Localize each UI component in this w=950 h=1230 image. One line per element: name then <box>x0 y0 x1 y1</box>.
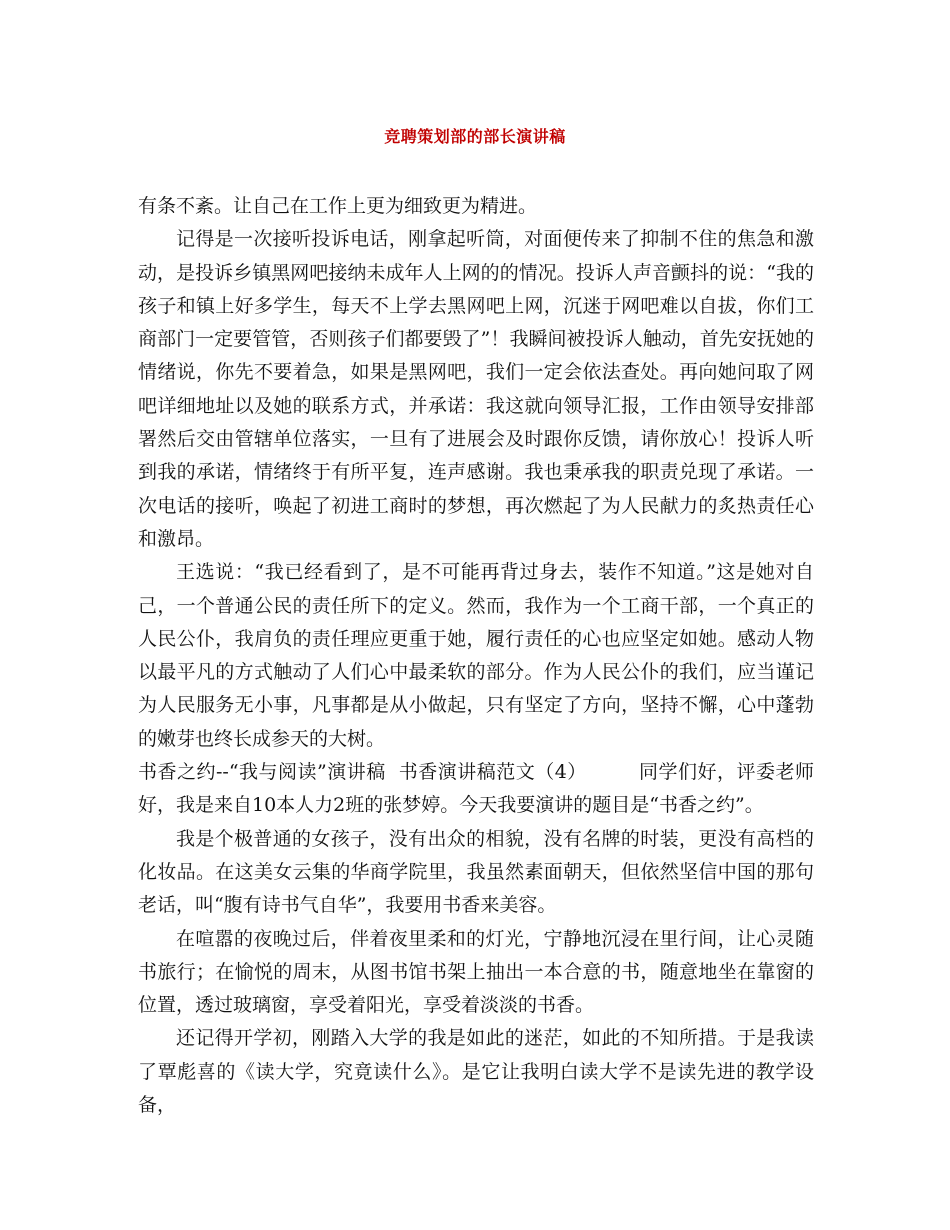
document-title: 竞聘策划部的部长演讲稿 <box>384 127 566 146</box>
document-body <box>138 190 814 1122</box>
paragraph: 在喧嚣的夜晚过后，伴着夜里柔和的灯光，宁静地沉浸在里行间，让心灵随书旅行；在愉悦的周末，从图书馆书架上抽出一本合意的书，随意地坐在靠窗的位置，透过玻璃窗，享受着阳光，享受着淡淡的书香。 <box>138 927 814 1017</box>
paragraph: 我是个极普通的女孩子，没有出众的相貌，没有名牌的时装，更没有高档的化妆品。在这美女云集的华商学院里，我虽然素面朝天，但依然坚信中国的那句老话，叫“腹有诗书气自华”，我要用书香来美容。 <box>138 827 814 917</box>
paragraph: 王选说：“我已经看到了，是不可能再背过身去，装作不知道。”这是她对自己，一个普通公民的责任所下的定义。然而，我作为一个工商干部，一个真正的人民公仆，我肩负的责任理应更重于她，履行责任的心也应坚定如她。感动人物以最平凡的方式触动了人们心中最柔软的部分。作为人民公仆的我们，应当谨记为人民服务无小事，凡事都是从小做起，只有坚定了方向，坚持不懈，心中蓬勃的嫩芽也终长成参天的大树。 <box>138 561 814 750</box>
paragraph: 还记得开学初，刚踏入大学的我是如此的迷茫，如此的不知所措。于是我读了覃彪喜的《读大学，究竟读什么》。是它让我明白读大学不是读先进的教学设备， <box>138 1027 814 1117</box>
paragraph: 记得是一次接听投诉电话，刚拿起听筒，对面便传来了抑制不住的焦急和激动，是投诉乡镇黑网吧接纳未成年人上网的的情况。投诉人声音颤抖的说：“我的孩子和镇上好多学生，每天不上学去黑网吧上网，沉迷于网吧难以自拔，你们工商部门一定要管管，否则孩子们都要毁了”！我瞬间被投诉人触动，首先安抚她的情绪说，你先不要着急，如果是黑网吧，我们一定会依法查处。再向她问取了网吧详细地址以及她的联系方式，并承诺：我这就向领导汇报，工作由领导安排部署然后交由管辖单位落实，一旦有了进展会及时跟你反馈，请你放心！投诉人听到我的承诺，情绪终于有所平复，连声感谢。我也秉承我的职责兑现了承诺。一次电话的接听，唤起了初进工商时的梦想，再次燃起了为人民献力的炙热责任心和激昂。 <box>138 228 814 550</box>
paragraph: 有条不紊。让自己在工作上更为细致更为精进。 <box>138 195 538 217</box>
paragraph: 书香之约--“我与阅读”演讲稿 书香演讲稿范文（4） 同学们好，评委老师好，我是来自10本人力2班的张梦婷。今天我要演讲的题目是“书香之约”。 <box>138 761 814 817</box>
